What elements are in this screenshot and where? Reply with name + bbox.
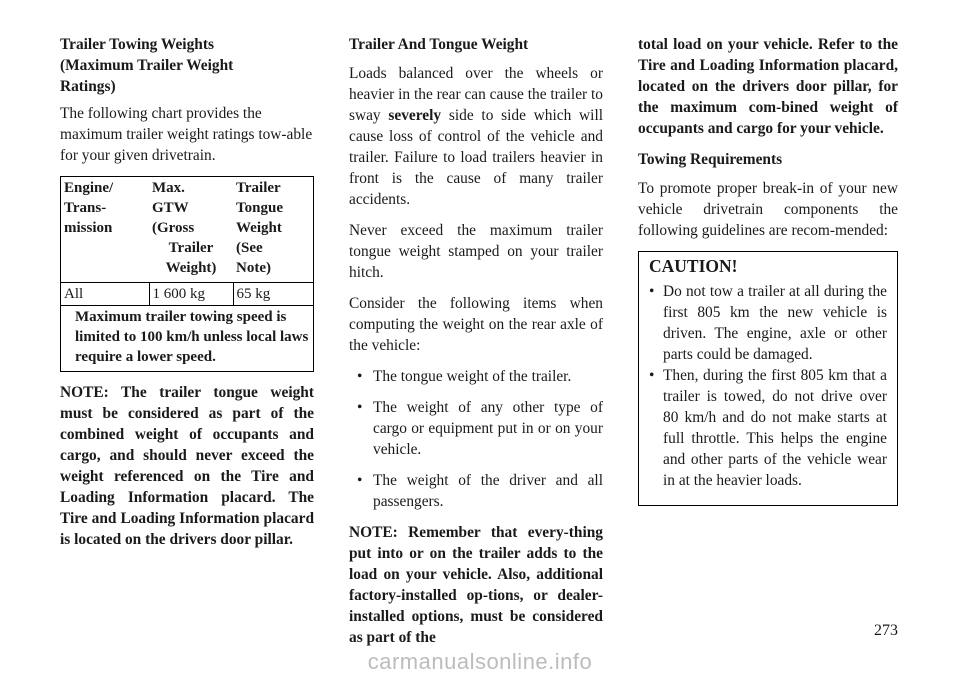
section-heading-towing-requirements: Towing Requirements	[638, 151, 783, 168]
bullet-icon: •	[357, 368, 363, 385]
balance-paragraph: Loads balanced over the wheels or heavier in the rear can cause the trailer to sway severely side to side which will cause loss of control of the vehicle and trailer. Failure to load trailers heavier in front is the cause of many trailer accidents.	[349, 65, 603, 208]
header-tongue-weight: Trailer Tongue Weight (See Note)	[233, 177, 314, 283]
table-row	[61, 283, 314, 306]
column-middle	[349, 34, 603, 658]
table-note-row	[61, 306, 314, 372]
max-tongue-paragraph: Never exceed the maximum trailer tongue weight stamped on your trailer hitch.	[349, 222, 603, 281]
remember-note-continued: total load on your vehicle. Refer to the Tire and Loading Information placard, located on the drivers door pillar, for the maximum com-bined weight of occupants and cargo for your vehicle.	[638, 36, 898, 137]
bullet-icon: •	[649, 367, 655, 384]
header-engine-transmission: Engine/ Trans- mission	[61, 177, 150, 283]
emphasis-severely: severely	[388, 107, 442, 124]
section-heading-trailer-towing-weights: Trailer Towing Weights (Maximum Trailer Weight Ratings)	[60, 36, 234, 95]
page-number: 273	[874, 622, 898, 639]
caution-title: CAUTION!	[649, 256, 738, 276]
rear-axle-items-list	[349, 366, 603, 512]
list-item: • The weight of the driver and all passengers.	[357, 472, 603, 510]
bullet-icon: •	[357, 399, 363, 416]
towing-weights-table	[60, 176, 314, 372]
table-note-max-speed: Maximum trailer towing speed is limited to 100 km/h unless local laws require a lower speed.	[61, 306, 314, 372]
rear-axle-paragraph: Consider the following items when computing the weight on the rear axle of the vehicle:	[349, 295, 603, 354]
column-right	[638, 34, 898, 506]
bullet-icon: •	[357, 472, 363, 489]
caution-item: • Then, during the first 805 km that a trailer is towed, do not drive over 80 km/h and do not make starts at full throttle. This helps the engine and other parts of the vehicle wear in at the heavier loads.	[649, 367, 887, 489]
column-left	[60, 34, 314, 560]
caution-item: • Do not tow a trailer at all during the first 805 km the new vehicle is driven. The engine, axle or other parts could be damaged.	[649, 283, 887, 363]
section-heading-trailer-tongue-weight: Trailer And Tongue Weight	[349, 36, 529, 53]
cell-max-gtw: 1 600 kg	[149, 283, 233, 306]
break-in-paragraph: To promote proper break-in of your new vehicle drivetrain components the following guidelines are recom-mended:	[638, 180, 898, 239]
caution-list	[649, 281, 887, 491]
remember-note: NOTE: Remember that every-thing put into or on the trailer adds to the load on your vehicle. Also, additional factory-installed op-tions, or dealer-installed options, must be considered as part of the	[349, 524, 603, 646]
list-item: • The weight of any other type of cargo or equipment put in or on your vehicle.	[357, 399, 603, 458]
bullet-icon: •	[649, 283, 655, 300]
cell-engine: All	[61, 283, 150, 306]
header-max-gtw: Max. GTW (Gross Trailer Weight)	[149, 177, 233, 283]
watermark: carmanualsonline.info	[367, 649, 593, 674]
tongue-weight-note: NOTE: The trailer tongue weight must be considered as part of the combined weight of occupants and cargo, and should never exceed the weight referenced on the Tire and Loading Information placard. The Tire and Loading Information placard is located on the drivers door pillar.	[60, 384, 314, 548]
cell-tongue-weight: 65 kg	[233, 283, 314, 306]
list-item: • The tongue weight of the trailer.	[357, 368, 572, 385]
table-header-row	[61, 177, 314, 283]
caution-box	[638, 251, 898, 506]
intro-paragraph: The following chart provides the maximum trailer weight ratings tow-able for your given drivetrain.	[60, 105, 313, 164]
